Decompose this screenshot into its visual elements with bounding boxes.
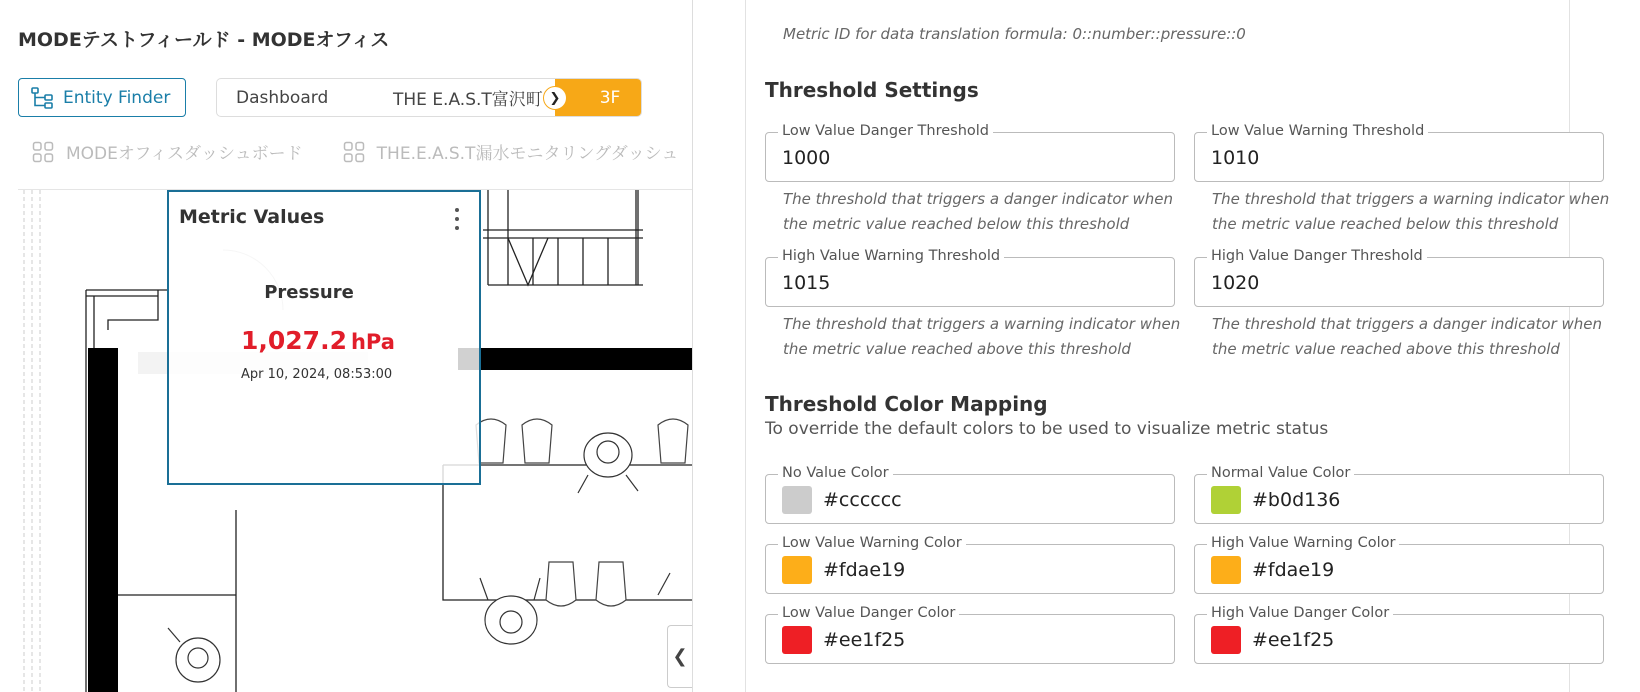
field-value[interactable]: 1010 <box>1211 147 1260 169</box>
dashboard-tab-east-leak[interactable] <box>343 139 679 164</box>
dashboard-pane <box>0 0 692 692</box>
field-label: High Value Warning Threshold <box>778 248 1004 264</box>
field-label: High Value Warning Color <box>1207 535 1399 551</box>
dashboard-tabs <box>32 139 678 164</box>
low-danger-color-field[interactable] <box>765 605 1175 664</box>
grid-icon <box>32 141 54 163</box>
help-line: the metric value reached above this threshold <box>1212 340 1560 358</box>
metric-timestamp: Apr 10, 2024, 08:53:00 <box>241 367 393 382</box>
metric-values-widget[interactable] <box>167 190 481 485</box>
field-label: High Value Danger Color <box>1207 605 1393 621</box>
field-label: Low Value Warning Threshold <box>1207 123 1428 139</box>
field-value[interactable]: 1015 <box>782 272 831 294</box>
help-line: the metric value reached below this threshold <box>1212 215 1559 233</box>
breadcrumb-building[interactable]: THE E.A.S.T富沢町 <box>393 90 543 110</box>
high-danger-threshold-field[interactable] <box>1194 248 1604 307</box>
field-label: Low Value Danger Threshold <box>778 123 993 139</box>
field-value[interactable]: #fdae19 <box>1252 559 1335 581</box>
normal-value-color-field[interactable] <box>1194 465 1604 524</box>
field-help <box>783 312 1183 362</box>
threshold-settings-title: Threshold Settings <box>765 78 979 102</box>
color-mapping-title: Threshold Color Mapping <box>765 392 1048 416</box>
chevron-left-icon: ❮ <box>672 646 688 667</box>
field-value[interactable]: #b0d136 <box>1252 489 1341 511</box>
collapse-panel-button[interactable] <box>667 625 692 688</box>
field-value[interactable]: #ee1f25 <box>1252 629 1335 651</box>
field-value[interactable]: 1020 <box>1211 272 1260 294</box>
color-swatch[interactable] <box>1211 486 1241 514</box>
help-line: the metric value reached above this threshold <box>783 340 1131 358</box>
field-help <box>783 187 1183 237</box>
page-title: MODEテストフィールド - MODEオフィス <box>18 29 390 51</box>
panel-border-left <box>745 0 746 692</box>
high-danger-color-field[interactable] <box>1194 605 1604 664</box>
metric-value-number: 1,027.2 <box>241 326 347 355</box>
breadcrumb-dashboard[interactable]: Dashboard <box>236 87 329 108</box>
entity-tree-icon <box>30 86 54 110</box>
field-value[interactable]: 1000 <box>782 147 831 169</box>
help-line: The threshold that triggers a danger indicator when <box>1212 315 1603 333</box>
low-danger-threshold-field[interactable] <box>765 123 1175 182</box>
metric-unit: hPa <box>350 330 395 354</box>
low-warning-threshold-field[interactable] <box>1194 123 1604 182</box>
settings-pane <box>693 0 1640 692</box>
metric-value <box>241 326 395 355</box>
dashboard-tab-label: MODEオフィスダッシュボード <box>66 144 303 164</box>
color-swatch[interactable] <box>782 626 812 654</box>
metric-name: Pressure <box>264 282 354 303</box>
widget-title: Metric Values <box>179 206 325 228</box>
color-swatch[interactable] <box>1211 556 1241 584</box>
field-value[interactable]: #cccccc <box>823 489 902 511</box>
color-swatch[interactable] <box>782 556 812 584</box>
field-label: No Value Color <box>778 465 893 481</box>
field-label: Low Value Danger Color <box>778 605 959 621</box>
help-line: the metric value reached below this threshold <box>783 215 1130 233</box>
field-label: Low Value Warning Color <box>778 535 966 551</box>
high-warning-color-field[interactable] <box>1194 535 1604 594</box>
field-value[interactable]: #fdae19 <box>823 559 906 581</box>
field-value[interactable]: #ee1f25 <box>823 629 906 651</box>
field-label: High Value Danger Threshold <box>1207 248 1427 264</box>
chevron-right-icon: ❯ <box>543 86 567 110</box>
breadcrumb-floor-label: 3F <box>599 87 621 108</box>
breadcrumb-floor-active[interactable] <box>555 79 642 116</box>
breadcrumb <box>216 78 642 117</box>
field-label: Normal Value Color <box>1207 465 1354 481</box>
no-value-color-field[interactable] <box>765 465 1175 524</box>
metric-id-note: Metric ID for data translation formula: 0::number::pressure::0 <box>783 25 1246 43</box>
help-line: The threshold that triggers a danger indicator when <box>783 190 1174 208</box>
field-help <box>1212 187 1612 237</box>
color-swatch[interactable] <box>782 486 812 514</box>
more-vertical-icon[interactable] <box>449 206 465 232</box>
high-warning-threshold-field[interactable] <box>765 248 1175 307</box>
dashboard-tab-label: THE.E.A.S.T漏水モニタリングダッシュ <box>376 144 679 164</box>
color-mapping-subtitle: To override the default colors to be used to visualize metric status <box>765 419 1329 439</box>
dashboard-tab-mode-office[interactable] <box>32 139 303 164</box>
grid-icon <box>343 141 365 163</box>
field-help <box>1212 312 1612 362</box>
low-warning-color-field[interactable] <box>765 535 1175 594</box>
color-swatch[interactable] <box>1211 626 1241 654</box>
entity-finder-button[interactable] <box>18 78 186 117</box>
help-line: The threshold that triggers a warning indicator when <box>1212 190 1610 208</box>
entity-finder-label: Entity Finder <box>63 87 171 108</box>
help-line: The threshold that triggers a warning indicator when <box>783 315 1181 333</box>
